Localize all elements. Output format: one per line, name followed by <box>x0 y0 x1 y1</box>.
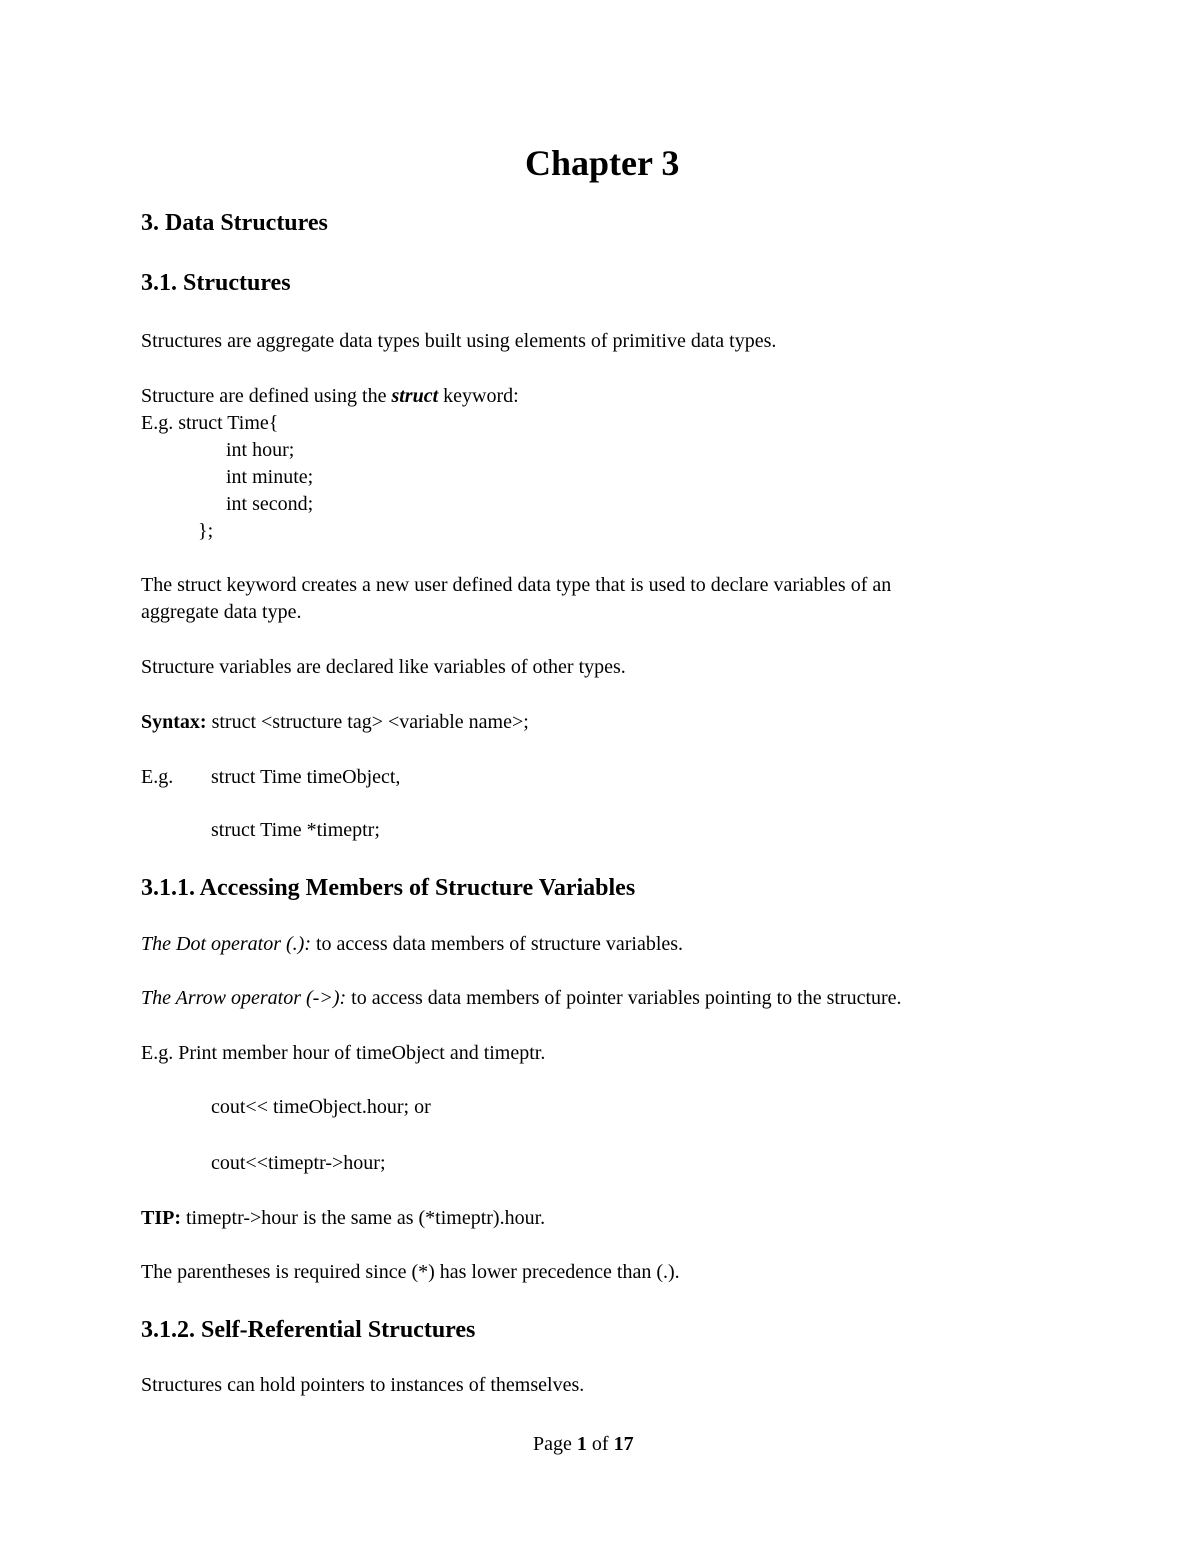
code-cout-line-2: cout<<timeptr->hour; <box>211 1152 386 1174</box>
syntax-line <box>141 712 529 732</box>
dot-operator-line <box>141 934 683 954</box>
paragraph-intro: Structures are aggregate data types built using elements of primitive data types. <box>141 330 777 352</box>
code-time-line-4: int second; <box>226 493 314 515</box>
code-time-line-1: E.g. struct Time{ <box>141 412 279 434</box>
paragraph-defined <box>141 386 519 406</box>
footer-page-number: 1 <box>576 1433 587 1455</box>
paragraph-defined-before: Structure are defined using the <box>141 385 392 407</box>
section-heading-3-1: 3.1. Structures <box>141 270 291 296</box>
example-decl-line-2: struct Time *timeptr; <box>211 819 380 841</box>
paragraph-struct-keyword-line-2: aggregate data type. <box>141 601 302 623</box>
section-heading-3: 3. Data Structures <box>141 210 328 236</box>
section-heading-3-1-1: 3.1.1. Accessing Members of Structure Variables <box>141 875 636 901</box>
struct-keyword: struct <box>391 385 439 407</box>
arrow-operator-label: The Arrow operator (->): <box>141 987 347 1009</box>
section-heading-3-1-2: 3.1.2. Self-Referential Structures <box>141 1317 476 1343</box>
example-decl-line-1: struct Time timeObject, <box>211 766 401 788</box>
dot-operator-label: The Dot operator (.): <box>141 933 311 955</box>
syntax-text: struct <structure tag> <variable name>; <box>206 711 529 733</box>
paragraph-parentheses: The parentheses is required since (*) has lower precedence than (.). <box>141 1261 680 1283</box>
page-footer <box>533 1434 634 1454</box>
code-time-line-2: int hour; <box>226 439 295 461</box>
arrow-operator-line <box>141 988 902 1008</box>
paragraph-struct-keyword-line-1: The struct keyword creates a new user defined data type that is used to declare variables of an <box>141 574 892 596</box>
paragraph-declared: Structure variables are declared like variables of other types. <box>141 656 626 678</box>
arrow-operator-text: to access data members of pointer variables pointing to the structure. <box>346 987 902 1009</box>
dot-operator-text: to access data members of structure variables. <box>310 933 684 955</box>
footer-page-word: Page <box>533 1433 577 1455</box>
tip-text: timeptr->hour is the same as (*timeptr).hour. <box>181 1207 546 1229</box>
paragraph-print: E.g. Print member hour of timeObject and timeptr. <box>141 1042 546 1064</box>
code-time-line-5: }; <box>198 520 214 542</box>
code-time-line-3: int minute; <box>226 466 314 488</box>
tip-label: TIP: <box>141 1207 181 1229</box>
example-decl-label: E.g. <box>141 766 174 788</box>
footer-of-word: of <box>586 1433 614 1455</box>
paragraph-self-referential: Structures can hold pointers to instances of themselves. <box>141 1374 585 1396</box>
code-cout-line-1: cout<< timeObject.hour; or <box>211 1096 431 1118</box>
chapter-title: Chapter 3 <box>525 143 680 183</box>
paragraph-defined-after: keyword: <box>438 385 519 407</box>
syntax-label: Syntax: <box>141 711 207 733</box>
footer-total-pages: 17 <box>613 1433 634 1455</box>
tip-line <box>141 1208 545 1228</box>
